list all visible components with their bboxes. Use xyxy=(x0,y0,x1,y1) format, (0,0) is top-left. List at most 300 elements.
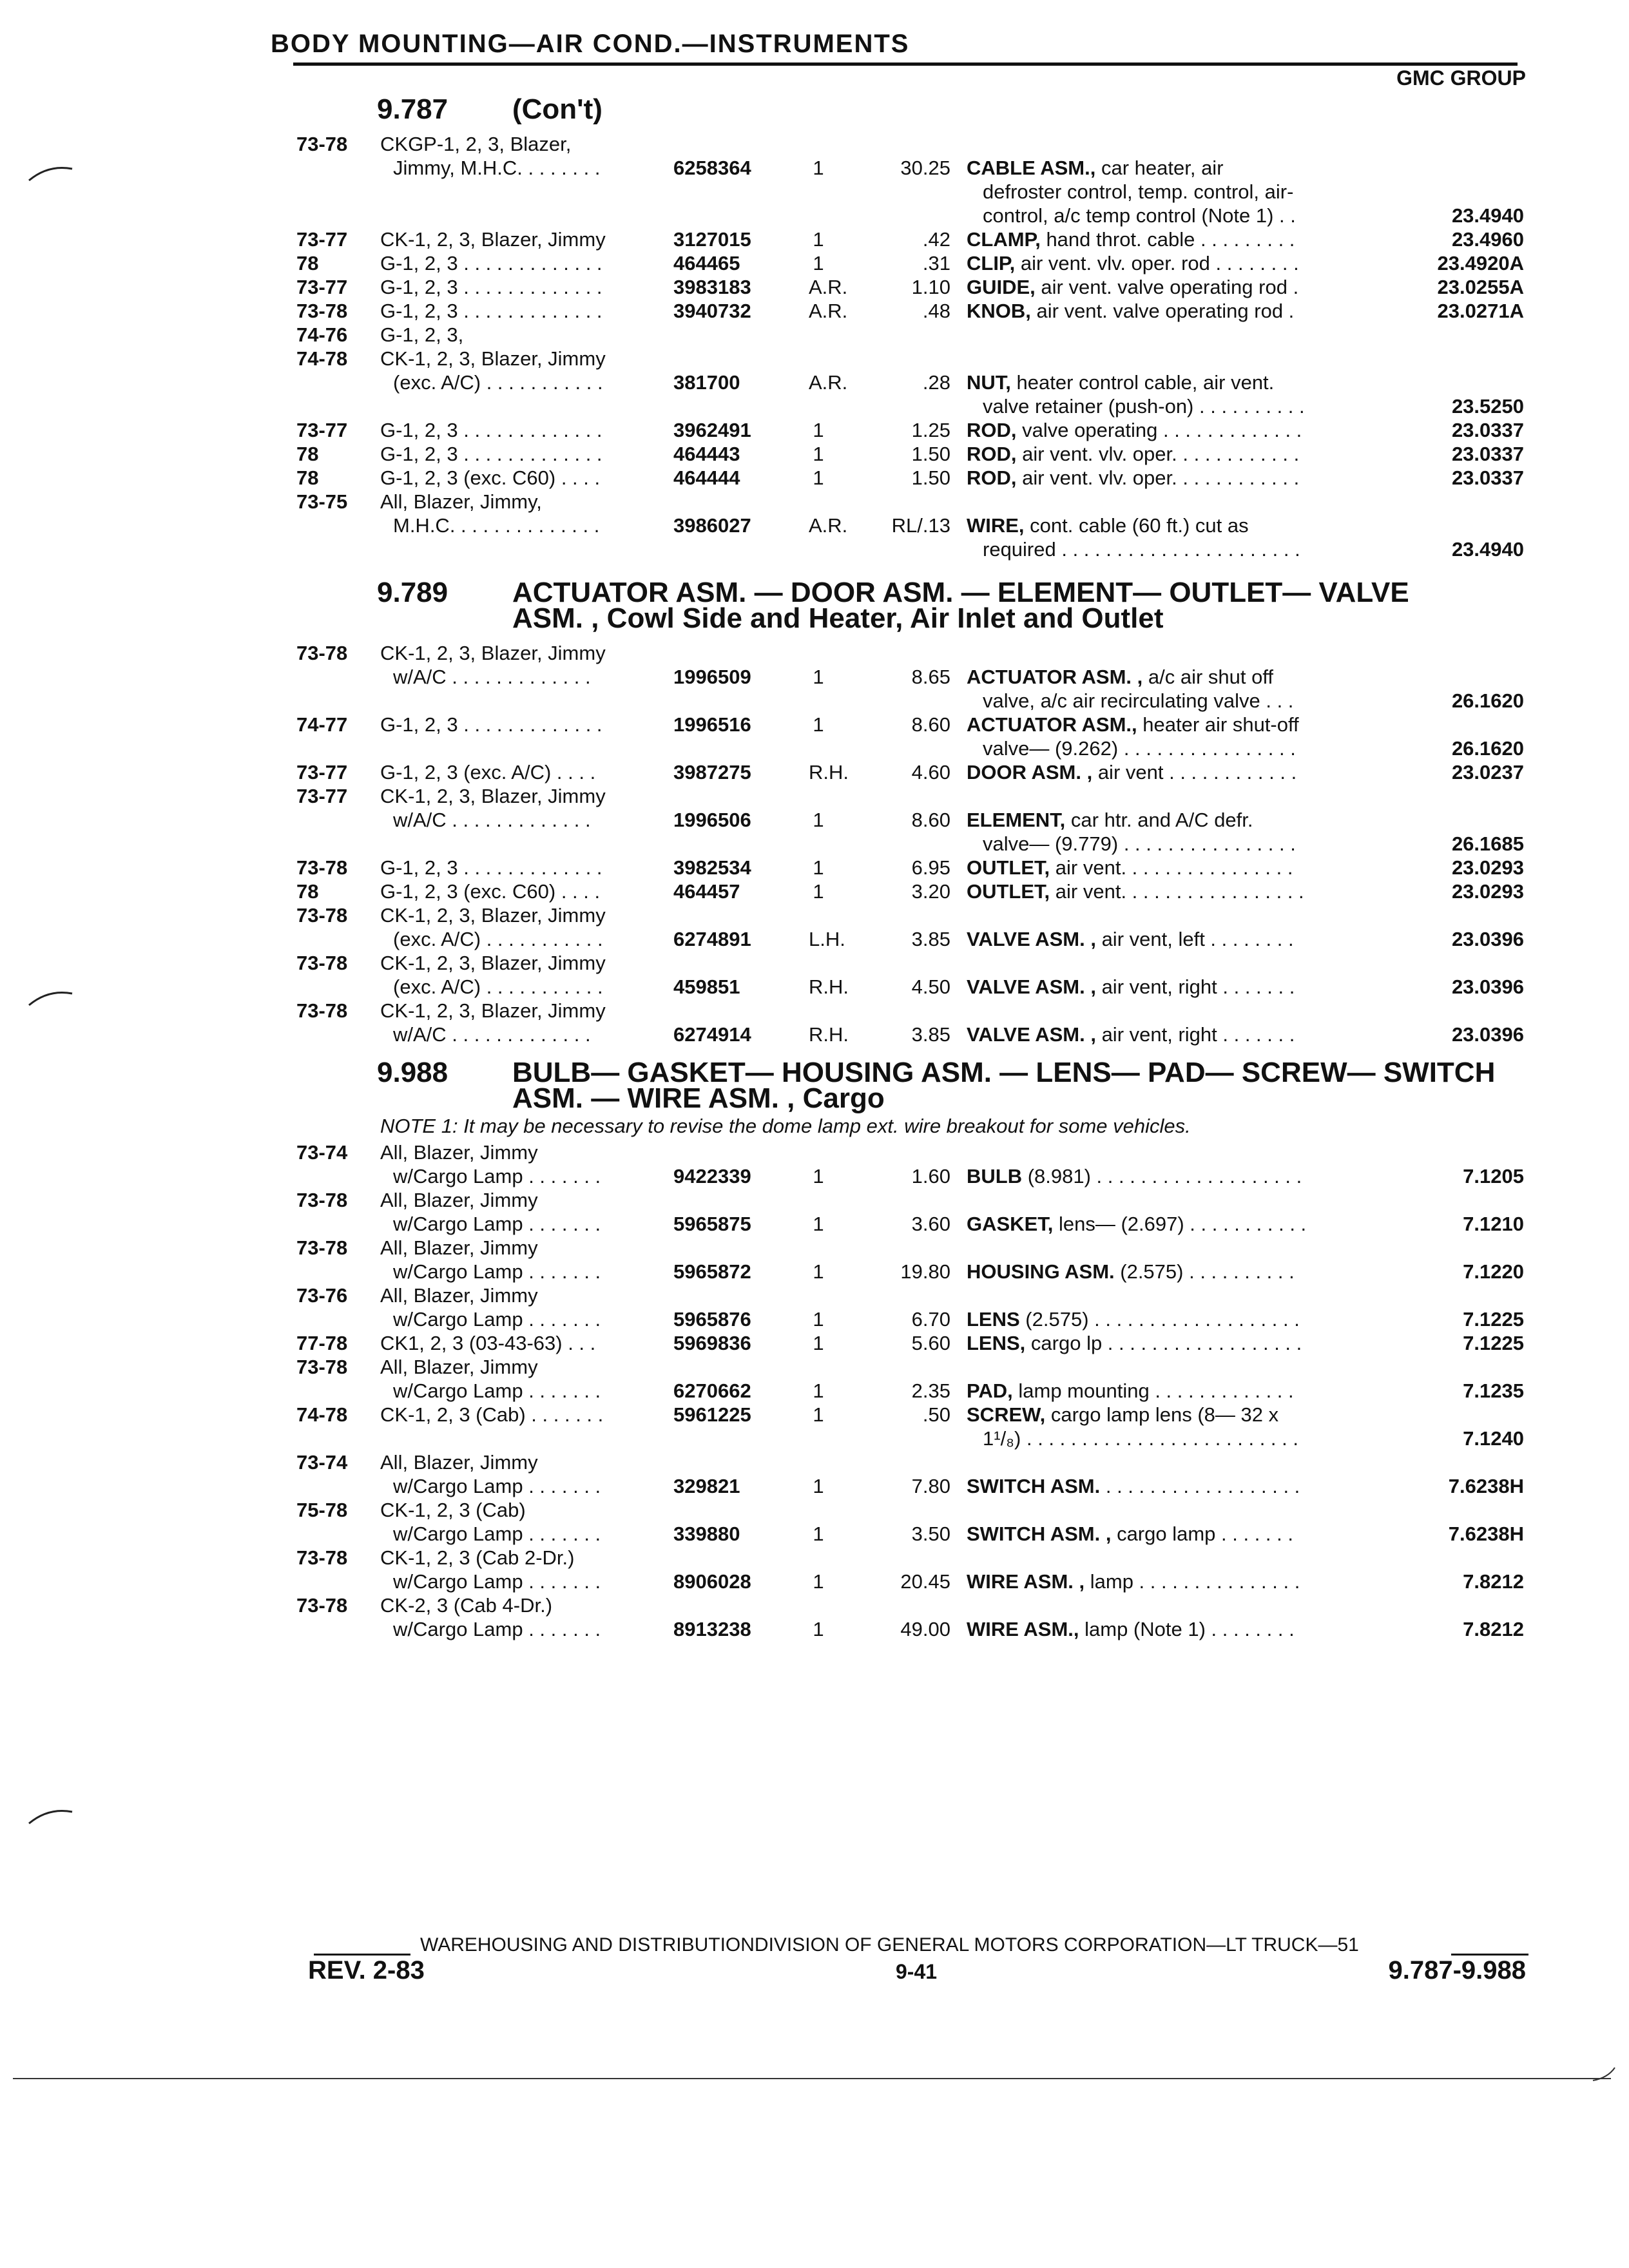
description xyxy=(967,808,1379,832)
part-number: 3982534 xyxy=(673,856,751,879)
part-name: LENS, xyxy=(967,1332,1026,1354)
application: G-1, 2, 3 . . . . . . . . . . . . . xyxy=(380,713,602,736)
description xyxy=(983,204,1379,227)
part-detail: air vent. vlv. oper. . . . . . . . . . . . xyxy=(1016,466,1300,489)
description xyxy=(967,760,1379,784)
parts-row xyxy=(0,442,1629,466)
description xyxy=(967,1331,1379,1355)
application: All, Blazer, Jimmy xyxy=(380,1451,538,1474)
part-detail: valve retainer (push-on) . . . . . . . . . . xyxy=(983,395,1305,418)
parts-row xyxy=(0,227,1629,251)
parts-row xyxy=(0,1140,1629,1164)
bottom-rule xyxy=(13,2078,1611,2079)
part-detail: a/c air shut off xyxy=(1142,666,1274,688)
description xyxy=(967,442,1379,466)
part-name: DOOR ASM. , xyxy=(967,761,1093,783)
part-detail: (8.981) . . . . . . . . . . . . . . . . . . . xyxy=(1022,1165,1302,1187)
price: 1.50 xyxy=(911,466,950,489)
price: 1.60 xyxy=(911,1165,950,1187)
application: All, Blazer, Jimmy xyxy=(380,1356,538,1378)
group-number: 23.0237 xyxy=(1451,761,1524,783)
price: 3.60 xyxy=(911,1213,950,1235)
part-name: ROD, xyxy=(967,419,1017,441)
quantity: 1 xyxy=(813,666,824,688)
part-number: 6258364 xyxy=(673,157,751,179)
model-year: 73-77 xyxy=(296,228,348,251)
quantity: 1 xyxy=(813,1260,824,1283)
model-year: 73-74 xyxy=(296,1141,348,1164)
part-name: VALVE ASM. , xyxy=(967,1023,1096,1046)
group-number: 7.6238H xyxy=(1448,1523,1524,1545)
part-number: 3940732 xyxy=(673,300,751,322)
model-year: 78 xyxy=(296,252,319,274)
application: All, Blazer, Jimmy, xyxy=(380,490,542,513)
price: 3.20 xyxy=(911,880,950,903)
model-year: 78 xyxy=(296,880,319,903)
part-number: 3983183 xyxy=(673,276,751,298)
part-detail: air vent. vlv. oper. rod . . . . . . . . xyxy=(1015,252,1299,274)
application: w/Cargo Lamp . . . . . . . xyxy=(393,1308,601,1331)
price: 6.70 xyxy=(911,1308,950,1331)
application: w/Cargo Lamp . . . . . . . xyxy=(393,1213,601,1235)
part-number: 6274891 xyxy=(673,928,751,950)
parts-row xyxy=(0,466,1629,490)
description xyxy=(967,975,1379,999)
model-year: 74-77 xyxy=(296,713,348,736)
part-name: BULB xyxy=(967,1165,1023,1187)
parts-row xyxy=(0,1023,1629,1046)
quantity: 1 xyxy=(813,1403,824,1426)
edge-mark xyxy=(1592,2065,1617,2084)
parts-row xyxy=(0,1617,1629,1641)
footer-rule-right xyxy=(1451,1934,1528,1956)
model-year: 73-78 xyxy=(296,642,348,664)
group-number: 23.0293 xyxy=(1451,856,1524,879)
parts-row xyxy=(0,689,1629,713)
application: (exc. A/C) . . . . . . . . . . . xyxy=(393,975,603,998)
application: G-1, 2, 3 . . . . . . . . . . . . . xyxy=(380,252,602,274)
parts-row xyxy=(0,347,1629,370)
model-year: 73-77 xyxy=(296,761,348,783)
part-detail: lamp (Note 1) . . . . . . . . xyxy=(1079,1618,1295,1640)
section-title: (Con't) xyxy=(512,93,602,125)
part-name: KNOB, xyxy=(967,300,1031,322)
part-name: GASKET, xyxy=(967,1213,1054,1235)
group-label: GMC GROUP xyxy=(1396,66,1526,90)
description xyxy=(967,1307,1379,1331)
part-detail: required . . . . . . . . . . . . . . . . . . . . . . xyxy=(983,538,1300,561)
group-number: 23.0293 xyxy=(1451,880,1524,903)
part-number: 329821 xyxy=(673,1475,740,1497)
price: .42 xyxy=(922,228,950,251)
group-number: 26.1620 xyxy=(1451,737,1524,760)
part-number: 6270662 xyxy=(673,1379,751,1402)
price: 8.60 xyxy=(911,713,950,736)
group-number: 7.1240 xyxy=(1463,1427,1524,1450)
group-number: 23.4940 xyxy=(1451,538,1524,561)
description xyxy=(967,1617,1379,1641)
part-name: GUIDE, xyxy=(967,276,1036,298)
application: G-1, 2, 3 (exc. A/C) . . . . xyxy=(380,761,596,783)
parts-row xyxy=(0,1450,1629,1474)
part-number: 1996506 xyxy=(673,809,751,831)
part-name: HOUSING ASM. xyxy=(967,1260,1115,1283)
part-detail: (2.575) . . . . . . . . . . xyxy=(1114,1260,1295,1283)
description xyxy=(967,1570,1379,1593)
model-year: 73-78 xyxy=(296,1356,348,1378)
part-detail: valve— (9.262) . . . . . . . . . . . . . . . . xyxy=(983,737,1296,760)
application: G-1, 2, 3 . . . . . . . . . . . . . xyxy=(380,300,602,322)
quantity: 1 xyxy=(813,1165,824,1187)
application: w/Cargo Lamp . . . . . . . xyxy=(393,1618,601,1640)
footer-rule-left xyxy=(314,1934,410,1956)
parts-row xyxy=(0,1260,1629,1283)
part-name: OUTLET, xyxy=(967,880,1050,903)
price: 4.60 xyxy=(911,761,950,783)
application: w/Cargo Lamp . . . . . . . xyxy=(393,1379,601,1402)
description xyxy=(983,832,1379,856)
part-detail: car heater, air xyxy=(1095,157,1224,179)
group-number: 23.0337 xyxy=(1451,443,1524,465)
section-number: 9.789 xyxy=(377,577,448,608)
parts-row xyxy=(0,1355,1629,1379)
application: w/Cargo Lamp . . . . . . . xyxy=(393,1260,601,1283)
margin-mark xyxy=(26,986,77,1012)
margin-mark xyxy=(26,1804,77,1830)
part-name: CLIP, xyxy=(967,252,1016,274)
model-year: 73-78 xyxy=(296,300,348,322)
part-detail: control, a/c temp control (Note 1) . . xyxy=(983,204,1296,227)
application: Jimmy, M.H.C. . . . . . . . xyxy=(393,157,601,179)
description xyxy=(967,1474,1379,1498)
parts-row xyxy=(0,665,1629,689)
application: (exc. A/C) . . . . . . . . . . . xyxy=(393,371,603,394)
application: CK-1, 2, 3, Blazer, Jimmy xyxy=(380,785,606,807)
part-detail: air vent . . . . . . . . . . . . xyxy=(1092,761,1297,783)
parts-row xyxy=(0,180,1629,204)
application: CK-1, 2, 3, Blazer, Jimmy xyxy=(380,642,606,664)
group-number: 23.0255A xyxy=(1437,276,1524,298)
parts-row xyxy=(0,641,1629,665)
group-number: 7.1225 xyxy=(1463,1308,1524,1331)
part-name: LENS xyxy=(967,1308,1020,1331)
description xyxy=(983,1427,1379,1450)
page-number: 9-41 xyxy=(896,1960,938,1983)
quantity: R.H. xyxy=(809,761,849,783)
price: 30.25 xyxy=(900,157,950,179)
quantity: 1 xyxy=(813,252,824,274)
price: RL/.13 xyxy=(891,514,950,537)
price: 3.85 xyxy=(911,1023,950,1046)
parts-row xyxy=(0,1474,1629,1498)
parts-row xyxy=(0,370,1629,394)
quantity: 1 xyxy=(813,419,824,441)
section-number: 9.988 xyxy=(377,1057,448,1088)
price: 6.95 xyxy=(911,856,950,879)
part-detail: valve— (9.779) . . . . . . . . . . . . . . . . xyxy=(983,832,1296,855)
application: CK1, 2, 3 (03-43-63) . . . xyxy=(380,1332,596,1354)
part-number: 459851 xyxy=(673,975,740,998)
application: G-1, 2, 3 (exc. C60) . . . . xyxy=(380,466,601,489)
application: w/Cargo Lamp . . . . . . . xyxy=(393,1475,601,1497)
application: CK-1, 2, 3 (Cab 2-Dr.) xyxy=(380,1546,575,1569)
part-detail: cont. cable (60 ft.) cut as xyxy=(1024,514,1249,537)
description xyxy=(967,251,1379,275)
title-rule xyxy=(293,62,1518,66)
part-name: CABLE ASM., xyxy=(967,157,1096,179)
parts-row xyxy=(0,1212,1629,1236)
group-number: 23.4940 xyxy=(1451,204,1524,227)
parts-row xyxy=(0,1403,1629,1427)
parts-row xyxy=(0,879,1629,903)
parts-row xyxy=(0,490,1629,514)
part-number: 5965875 xyxy=(673,1213,751,1235)
parts-row xyxy=(0,1188,1629,1212)
part-detail: defroster control, temp. control, air- xyxy=(983,180,1294,203)
parts-row xyxy=(0,537,1629,561)
quantity: R.H. xyxy=(809,975,849,998)
price: 7.80 xyxy=(911,1475,950,1497)
group-number: 26.1685 xyxy=(1451,832,1524,855)
part-number: 381700 xyxy=(673,371,740,394)
application: w/A/C . . . . . . . . . . . . . xyxy=(393,809,591,831)
parts-row xyxy=(0,903,1629,927)
price: 3.85 xyxy=(911,928,950,950)
description xyxy=(967,1379,1379,1403)
parts-row xyxy=(0,132,1629,156)
section-note: NOTE 1: It may be necessary to revise the dome lamp ext. wire breakout for some vehicles. xyxy=(380,1115,1191,1137)
quantity: 1 xyxy=(813,1379,824,1402)
group-number: 23.5250 xyxy=(1451,395,1524,418)
quantity: A.R. xyxy=(809,514,848,537)
quantity: 1 xyxy=(813,809,824,831)
description xyxy=(967,275,1379,299)
part-detail: lamp . . . . . . . . . . . . . . . xyxy=(1084,1570,1300,1593)
part-name: ACTUATOR ASM. , xyxy=(967,666,1143,688)
description xyxy=(983,689,1379,713)
parts-row xyxy=(0,999,1629,1023)
part-number: 464465 xyxy=(673,252,740,274)
description xyxy=(967,514,1379,537)
part-detail: air vent, right . . . . . . . xyxy=(1095,975,1295,998)
quantity: 1 xyxy=(813,466,824,489)
parts-row xyxy=(0,394,1629,418)
description xyxy=(967,1164,1379,1188)
application: CK-1, 2, 3 (Cab) . . . . . . . xyxy=(380,1403,604,1426)
parts-row xyxy=(0,323,1629,347)
group-number: 26.1620 xyxy=(1451,689,1524,712)
part-detail: air vent, right . . . . . . . xyxy=(1095,1023,1295,1046)
description xyxy=(967,1212,1379,1236)
application: w/A/C . . . . . . . . . . . . . xyxy=(393,1023,591,1046)
section-title: BULB— GASKET— HOUSING ASM. — LENS— PAD— SCREW— SWITCH xyxy=(512,1057,1496,1088)
price: 8.60 xyxy=(911,809,950,831)
model-year: 73-78 xyxy=(296,856,348,879)
part-detail: cargo lamp lens (8— 32 x xyxy=(1045,1403,1279,1426)
model-year: 73-78 xyxy=(296,1546,348,1569)
quantity: 1 xyxy=(813,713,824,736)
section-title-continued: ASM. , Cowl Side and Heater, Air Inlet and Outlet xyxy=(512,602,1164,634)
part-name: VALVE ASM. , xyxy=(967,975,1096,998)
footer-division: WAREHOUSING AND DISTRIBUTIONDIVISION OF GENERAL MOTORS CORPORATION—LT TRUCK—51 xyxy=(420,1934,1359,1956)
model-year: 73-75 xyxy=(296,490,348,513)
parts-row xyxy=(0,1331,1629,1355)
parts-row xyxy=(0,1307,1629,1331)
parts-row xyxy=(0,856,1629,879)
parts-row xyxy=(0,156,1629,180)
description xyxy=(967,856,1379,879)
part-number: 3987275 xyxy=(673,761,751,783)
part-name: ACTUATOR ASM., xyxy=(967,713,1137,736)
parts-row xyxy=(0,1283,1629,1307)
model-year: 73-76 xyxy=(296,1284,348,1307)
model-year: 74-78 xyxy=(296,347,348,370)
application: CKGP-1, 2, 3, Blazer, xyxy=(380,133,572,155)
description xyxy=(967,1403,1379,1427)
parts-row xyxy=(0,251,1629,275)
part-name: WIRE ASM. , xyxy=(967,1570,1085,1593)
parts-row xyxy=(0,1570,1629,1593)
quantity: A.R. xyxy=(809,300,848,322)
page-range: 9.787-9.988 xyxy=(1388,1956,1526,1984)
quantity: 1 xyxy=(813,1332,824,1354)
quantity: 1 xyxy=(813,1475,824,1497)
section-title: ACTUATOR ASM. — DOOR ASM. — ELEMENT— OUTLET— VALVE xyxy=(512,577,1409,608)
model-year: 73-78 xyxy=(296,1594,348,1617)
group-number: 23.0337 xyxy=(1451,419,1524,441)
quantity: 1 xyxy=(813,880,824,903)
section-title-continued: ASM. — WIRE ASM. , Cargo xyxy=(512,1082,885,1114)
application: CK-1, 2, 3, Blazer, Jimmy xyxy=(380,904,606,927)
model-year: 73-77 xyxy=(296,276,348,298)
part-number: 1996516 xyxy=(673,713,751,736)
quantity: 1 xyxy=(813,1308,824,1331)
application: w/A/C . . . . . . . . . . . . . xyxy=(393,666,591,688)
group-number: 7.1210 xyxy=(1463,1213,1524,1235)
application: w/Cargo Lamp . . . . . . . xyxy=(393,1165,601,1187)
model-year: 78 xyxy=(296,443,319,465)
parts-row xyxy=(0,418,1629,442)
part-number: 8913238 xyxy=(673,1618,751,1640)
part-detail: valve, a/c air recirculating valve . . . xyxy=(983,689,1294,712)
parts-row xyxy=(0,1522,1629,1546)
application: G-1, 2, 3 . . . . . . . . . . . . . xyxy=(380,419,602,441)
parts-row xyxy=(0,299,1629,323)
part-detail: heater control cable, air vent. xyxy=(1010,371,1275,394)
part-detail: cargo lamp . . . . . . . xyxy=(1111,1523,1293,1545)
part-number: 6274914 xyxy=(673,1023,751,1046)
application: All, Blazer, Jimmy xyxy=(380,1189,538,1211)
description xyxy=(967,370,1379,394)
part-name: SWITCH ASM. , xyxy=(967,1523,1112,1545)
part-detail: air vent. vlv. oper. . . . . . . . . . . . xyxy=(1016,443,1300,465)
part-number: 5961225 xyxy=(673,1403,751,1426)
application: All, Blazer, Jimmy xyxy=(380,1284,538,1307)
parts-row xyxy=(0,514,1629,537)
application: (exc. A/C) . . . . . . . . . . . xyxy=(393,928,603,950)
quantity: 1 xyxy=(813,1523,824,1545)
quantity: A.R. xyxy=(809,371,848,394)
application: w/Cargo Lamp . . . . . . . xyxy=(393,1523,601,1545)
part-name: ROD, xyxy=(967,443,1017,465)
part-number: 5965872 xyxy=(673,1260,751,1283)
part-detail: hand throt. cable . . . . . . . . . xyxy=(1040,228,1295,251)
description xyxy=(983,537,1379,561)
part-number: 1996509 xyxy=(673,666,751,688)
part-name: WIRE ASM., xyxy=(967,1618,1079,1640)
price: 8.65 xyxy=(911,666,950,688)
quantity: 1 xyxy=(813,1213,824,1235)
model-year: 74-76 xyxy=(296,323,348,346)
model-year: 75-78 xyxy=(296,1499,348,1521)
part-number: 9422339 xyxy=(673,1165,751,1187)
part-detail: car htr. and A/C defr. xyxy=(1065,809,1253,831)
application: M.H.C. . . . . . . . . . . . . . xyxy=(393,514,600,537)
parts-row xyxy=(0,204,1629,227)
price: 5.60 xyxy=(911,1332,950,1354)
description xyxy=(983,394,1379,418)
description xyxy=(967,1260,1379,1283)
group-number: 7.8212 xyxy=(1463,1618,1524,1640)
part-number: 8906028 xyxy=(673,1570,751,1593)
price: 1.10 xyxy=(911,276,950,298)
description xyxy=(967,156,1379,180)
application: All, Blazer, Jimmy xyxy=(380,1141,538,1164)
revision-label: REV. 2-83 xyxy=(308,1956,425,1984)
part-detail: air vent. valve operating rod . xyxy=(1035,276,1299,298)
part-detail: valve operating . . . . . . . . . . . . . xyxy=(1016,419,1302,441)
part-name: VALVE ASM. , xyxy=(967,928,1096,950)
description xyxy=(967,713,1379,736)
part-number: 464457 xyxy=(673,880,740,903)
description xyxy=(967,1522,1379,1546)
price: 49.00 xyxy=(900,1618,950,1640)
parts-row xyxy=(0,736,1629,760)
group-number: 23.0396 xyxy=(1451,975,1524,998)
group-number: 23.4920A xyxy=(1437,252,1524,274)
group-number: 7.1220 xyxy=(1463,1260,1524,1283)
price: 1.50 xyxy=(911,443,950,465)
price: 2.35 xyxy=(911,1379,950,1402)
section-number: 9.787 xyxy=(377,93,448,125)
price: 19.80 xyxy=(900,1260,950,1283)
part-number: 464444 xyxy=(673,466,740,489)
price: 1.25 xyxy=(911,419,950,441)
group-number: 23.0271A xyxy=(1437,300,1524,322)
quantity: 1 xyxy=(813,1618,824,1640)
quantity: L.H. xyxy=(809,928,845,950)
group-number: 23.0396 xyxy=(1451,928,1524,950)
application: CK-1, 2, 3, Blazer, Jimmy xyxy=(380,999,606,1022)
parts-row xyxy=(0,951,1629,975)
price: .28 xyxy=(922,371,950,394)
part-name: SCREW, xyxy=(967,1403,1046,1426)
group-number: 7.6238H xyxy=(1448,1475,1524,1497)
group-number: 7.8212 xyxy=(1463,1570,1524,1593)
part-name: ELEMENT, xyxy=(967,809,1066,831)
model-year: 73-78 xyxy=(296,1236,348,1259)
part-number: 3962491 xyxy=(673,419,751,441)
parts-row xyxy=(0,760,1629,784)
model-year: 73-78 xyxy=(296,1189,348,1211)
application: G-1, 2, 3 . . . . . . . . . . . . . xyxy=(380,443,602,465)
model-year: 73-78 xyxy=(296,999,348,1022)
parts-row xyxy=(0,713,1629,736)
group-number: 23.4960 xyxy=(1451,228,1524,251)
group-number: 23.0337 xyxy=(1451,466,1524,489)
application: CK-1, 2, 3, Blazer, Jimmy xyxy=(380,347,606,370)
parts-row xyxy=(0,1164,1629,1188)
